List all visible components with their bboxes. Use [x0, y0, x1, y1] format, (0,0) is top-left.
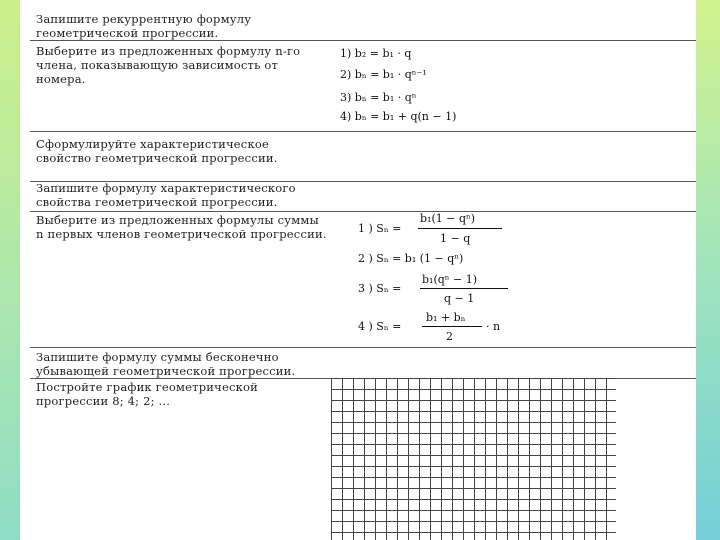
nth-option-2: 2) bₙ = b₁ · qⁿ⁻¹ [340, 68, 427, 81]
row-divider [30, 131, 696, 132]
sum-option-3-lhs: 3 ) Sₙ = [358, 282, 402, 295]
graph-paper-grid[interactable] [331, 378, 616, 540]
question-characteristic-formula: Запишите формулу характеристического свойства геометрической прогрессии. [36, 181, 296, 209]
question-sum-formula: Выберите из предложенных формулы суммы n первых членов геометрической прогрессии. [36, 213, 327, 241]
question-characteristic-property: Сформулируйте характеристическое свойство геометрической прогрессии. [36, 137, 278, 165]
nth-option-3: 3) bₙ = b₁ · qⁿ [340, 91, 417, 104]
sum-option-4-numerator: b₁ + bₙ [426, 311, 466, 324]
row-divider [30, 40, 696, 41]
question-plot-graph: Постройте график геометрической прогрессии 8; 4; 2; … [36, 380, 258, 408]
sum-option-2: 2 ) Sₙ = b₁ (1 − qⁿ) [358, 252, 464, 265]
sum-option-4-tail: · n [486, 320, 501, 333]
nth-option-1: 1) b₂ = b₁ · q [340, 47, 412, 60]
sum-option-3-numerator: b₁(qⁿ − 1) [422, 273, 478, 286]
sum-option-1-lhs: 1 ) Sₙ = [358, 222, 402, 235]
fraction-bar [418, 228, 502, 229]
fraction-bar [420, 288, 508, 289]
question-infinite-sum: Запишите формулу суммы бесконечно убывающей геометрической прогрессии. [36, 350, 296, 378]
left-decoration [0, 0, 20, 540]
sum-option-1-denominator: 1 − q [440, 232, 471, 245]
sum-option-3-denominator: q − 1 [444, 292, 475, 305]
row-divider [30, 211, 696, 212]
right-decoration [696, 0, 720, 540]
sum-option-4-lhs: 4 ) Sₙ = [358, 320, 402, 333]
question-recurrent-formula: Запишите рекуррентную формулу геометрической прогрессии. [36, 12, 252, 40]
worksheet [20, 0, 696, 540]
nth-option-4: 4) bₙ = b₁ + q(n − 1) [340, 110, 457, 123]
fraction-bar [422, 326, 482, 327]
sum-option-4-denominator: 2 [446, 330, 453, 343]
row-divider [30, 347, 696, 348]
sum-option-1-numerator: b₁(1 − qⁿ) [420, 212, 476, 225]
question-nth-term: Выберите из предложенных формулу n-го члена, показывающую зависимость от номера. [36, 44, 301, 86]
